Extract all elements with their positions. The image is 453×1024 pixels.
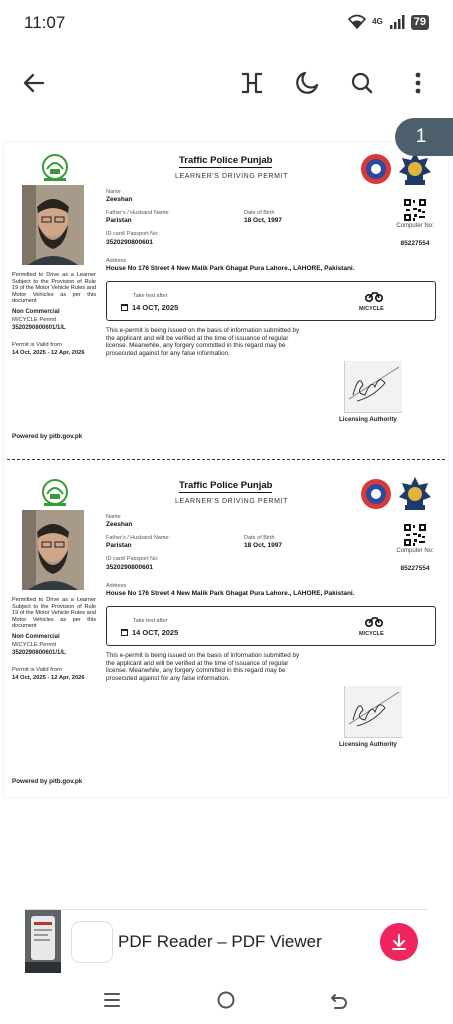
night-mode-icon bbox=[294, 70, 320, 96]
test-date-box bbox=[106, 281, 436, 321]
computer-no-label: Computer No: bbox=[396, 223, 434, 229]
computer-no-value: 85227554 bbox=[400, 565, 430, 572]
test-date-value: 14 OCT, 2025 bbox=[132, 303, 179, 312]
address-label: Address bbox=[106, 258, 127, 264]
more-options-button[interactable] bbox=[401, 66, 435, 100]
father-label: Father's / Husband Name: bbox=[106, 210, 171, 216]
permit-title: Traffic Police Punjab bbox=[179, 480, 273, 491]
calendar-icon bbox=[121, 629, 128, 636]
dob-label: Date of Birth bbox=[244, 210, 275, 216]
computer-no-value: 85227554 bbox=[400, 240, 430, 247]
id-value: 3520290800601 bbox=[106, 564, 153, 571]
permit-type-label: M/CYCLE Permit bbox=[12, 642, 57, 648]
address-value: House No 176 Street 4 New Malik Park Ghagat Pura Lahore., LAHORE, Pakistani. bbox=[106, 590, 355, 597]
signature-label: Licensing Authority bbox=[339, 741, 397, 748]
name-value: Zeeshan bbox=[106, 521, 133, 528]
permit-title: Traffic Police Punjab bbox=[179, 155, 273, 166]
validity-label: Permit is Valid from bbox=[12, 342, 62, 348]
name-value: Zeeshan bbox=[106, 196, 133, 203]
ad-banner[interactable] bbox=[25, 909, 428, 972]
validity-label: Permit is Valid from bbox=[12, 667, 62, 673]
test-date-row bbox=[121, 303, 178, 312]
test-date-box bbox=[106, 606, 436, 646]
name-label: Name bbox=[106, 189, 121, 195]
computer-no-label: Computer No: bbox=[396, 548, 434, 554]
status-time: 11:07 bbox=[24, 13, 66, 32]
system-back-button[interactable] bbox=[328, 989, 350, 1011]
permit-type-label: M/CYCLE Permit bbox=[12, 317, 57, 323]
epermit-notice: This e-permit is being issued on the basis of information submitted by the applicant and will be verified at the time of issuance of regular license. Meanwhile, any forgery committed in this regard may be prosecuted against for any false information. bbox=[106, 652, 300, 682]
test-date-label: Take test after bbox=[133, 618, 168, 624]
vehicle-type: M/CYCLE bbox=[359, 306, 384, 312]
validity-range: 14 Oct, 2025 - 12 Apr, 2026 bbox=[12, 350, 85, 356]
battery-icon: 79 bbox=[411, 15, 429, 30]
back-arrow-icon bbox=[22, 71, 46, 95]
search-button[interactable] bbox=[345, 66, 379, 100]
home-button[interactable] bbox=[215, 989, 237, 1011]
id-label: ID card/ Passport No: bbox=[106, 556, 159, 562]
qr-code-icon bbox=[404, 199, 426, 221]
category-value: Non Commercial bbox=[12, 309, 60, 315]
address-label: Address bbox=[106, 583, 127, 589]
applicant-photo bbox=[22, 185, 84, 265]
rule-text: Permitted to Drive as a Learner Subject to the Provision of Rule 19 of the Motor Vehicle Rules and Motor Vehicles as per this document bbox=[12, 272, 96, 305]
punjab-logo-icon bbox=[38, 478, 72, 508]
name-label: Name bbox=[106, 514, 121, 520]
dob-label: Date of Birth bbox=[244, 535, 275, 541]
motorcycle-icon bbox=[365, 615, 383, 627]
dob-value: 18 Oct, 1997 bbox=[244, 542, 282, 549]
permit-number: 3520290800601/1/L bbox=[12, 650, 66, 656]
night-mode-button[interactable] bbox=[290, 66, 324, 100]
test-date-label: Take test after bbox=[133, 293, 168, 299]
motorcycle-icon bbox=[365, 290, 383, 302]
powered-by: Powered by pitb.gov.pk bbox=[12, 778, 83, 785]
punjab-police-badge-icon bbox=[398, 476, 432, 512]
rule-text: Permitted to Drive as a Learner Subject to the Provision of Rule 19 of the Motor Vehicle Rules and Motor Vehicles as per this document bbox=[12, 597, 96, 630]
applicant-photo bbox=[22, 510, 84, 590]
status-icons bbox=[348, 14, 429, 30]
permit-subtitle: LEARNER'S DRIVING PERMIT bbox=[175, 498, 288, 505]
home-icon bbox=[216, 990, 236, 1010]
permit-number: 3520290800601/1/L bbox=[12, 325, 66, 331]
category-value: Non Commercial bbox=[12, 634, 60, 640]
page-number-badge[interactable]: 1 bbox=[395, 118, 453, 156]
signal-icon bbox=[389, 15, 405, 29]
viewer-toolbar bbox=[0, 58, 453, 108]
system-nav-bar bbox=[0, 975, 453, 1024]
back-button[interactable] bbox=[17, 66, 51, 100]
epermit-notice: This e-permit is being issued on the basis of information submitted by the applicant and will be verified at the time of issuance of regular license. Meanwhile, any forgery committed in this regard may be prosecuted against for any false information. bbox=[106, 327, 300, 357]
police-logo-icon bbox=[360, 478, 392, 510]
father-label: Father's / Husband Name: bbox=[106, 535, 171, 541]
back-icon bbox=[329, 991, 349, 1009]
recents-icon bbox=[103, 992, 121, 1008]
police-logo-icon bbox=[360, 153, 392, 185]
test-date-row bbox=[121, 628, 178, 637]
cut-line-divider bbox=[7, 459, 445, 460]
permit-card bbox=[4, 145, 448, 455]
signature-image bbox=[344, 686, 402, 738]
network-type: 4G bbox=[372, 17, 383, 26]
page-view-button[interactable] bbox=[235, 66, 269, 100]
pdf-page[interactable] bbox=[4, 143, 448, 797]
ad-title[interactable]: PDF Reader – PDF Viewer bbox=[118, 932, 322, 951]
permit-subtitle: LEARNER'S DRIVING PERMIT bbox=[175, 173, 288, 180]
signature-image bbox=[344, 361, 402, 413]
recents-button[interactable] bbox=[101, 989, 123, 1011]
calendar-icon bbox=[121, 304, 128, 311]
id-label: ID card/ Passport No: bbox=[106, 231, 159, 237]
permit-card bbox=[4, 470, 448, 785]
punjab-police-badge-icon bbox=[398, 151, 432, 187]
more-vert-icon bbox=[414, 71, 422, 95]
signature-label: Licensing Authority bbox=[339, 416, 397, 423]
ad-thumbnail[interactable] bbox=[25, 910, 61, 973]
id-value: 3520290800601 bbox=[106, 239, 153, 246]
status-bar bbox=[0, 0, 453, 46]
dob-value: 18 Oct, 1997 bbox=[244, 217, 282, 224]
download-icon bbox=[389, 932, 409, 952]
page-view-icon bbox=[239, 71, 265, 95]
ad-download-button[interactable] bbox=[380, 923, 418, 961]
test-date-value: 14 OCT, 2025 bbox=[132, 628, 179, 637]
qr-code-icon bbox=[404, 524, 426, 546]
address-value: House No 176 Street 4 New Malik Park Ghagat Pura Lahore., LAHORE, Pakistani. bbox=[106, 265, 355, 272]
search-icon bbox=[350, 71, 374, 95]
father-value: Paristan bbox=[106, 217, 132, 224]
vehicle-type: M/CYCLE bbox=[359, 631, 384, 637]
punjab-logo-icon bbox=[38, 153, 72, 183]
powered-by: Powered by pitb.gov.pk bbox=[12, 433, 83, 440]
validity-range: 14 Oct, 2025 - 12 Apr, 2026 bbox=[12, 675, 85, 681]
father-value: Paristan bbox=[106, 542, 132, 549]
ad-app-icon[interactable] bbox=[71, 921, 113, 963]
wifi-icon bbox=[348, 14, 366, 30]
